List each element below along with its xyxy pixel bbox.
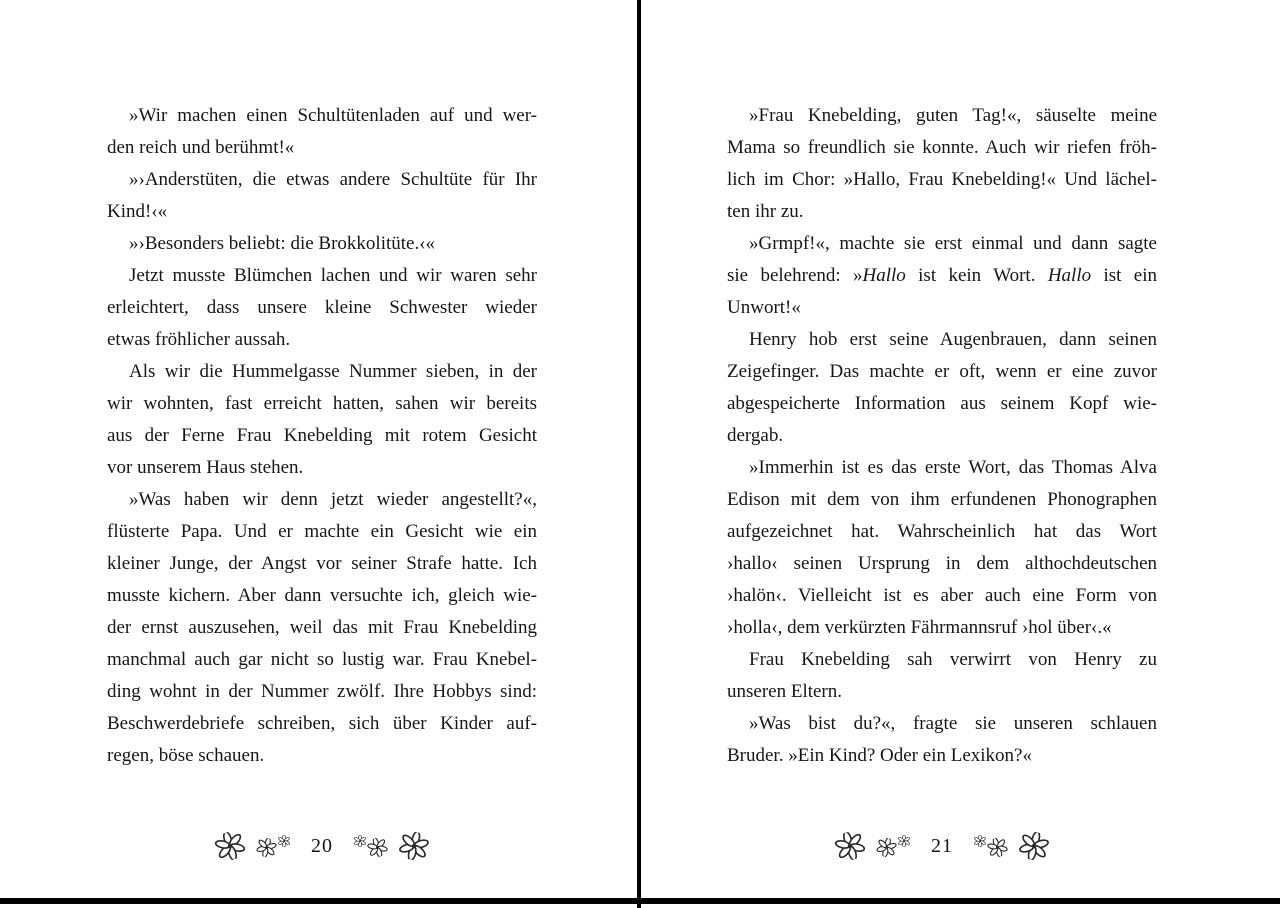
text-segment: flüsterte Papa. Und er machte ein Gesicht wie ein [107,521,537,542]
text-segment: »Was bist du?«, fragte sie unseren schlauen [749,713,1157,734]
text-line [727,612,1157,644]
text-line [107,516,537,548]
text-line [727,708,1157,740]
text-line [727,676,1157,708]
text-line [727,644,1157,676]
flower-ornament-icon [974,835,986,847]
text-segment: ›holla‹, dem verkürzten Fährmannsruf ›hol über‹.« [727,617,1112,638]
bottom-border-rule [0,898,1280,904]
text-line [107,452,537,484]
text-segment: den reich und berühmt!« [107,137,295,158]
text-segment: Als wir die Hummelgasse Nummer sieben, in der [129,361,537,382]
book-page-right [641,0,1280,908]
text-segment: ding wohnt in der Nummer zwölf. Ihre Hobbys sind: [107,681,537,702]
flower-ornament-icon [212,828,247,863]
page-footer [107,832,537,860]
text-line [107,580,537,612]
text-line [107,164,537,196]
flower-ornament-icon [354,835,366,847]
text-segment: vor unserem Haus stehen. [107,457,304,478]
text-segment: ›halön‹. Vielleicht ist es aber auch eine Form von [727,585,1157,606]
text-segment: Jetzt musste Blümchen lachen und wir waren sehr [129,265,537,286]
text-line [107,324,537,356]
text-segment: Mama so freundlich sie konnte. Auch wir riefen fröh- [727,137,1157,158]
text-segment: Hallo [862,265,906,286]
text-segment: Hallo [1047,265,1092,286]
text-line [107,740,537,772]
text-segment: »Was haben wir denn jetzt wieder angestellt?«, [129,489,537,510]
text-segment: wir wohnten, fast erreicht hatten, sahen wir bereits [107,393,537,414]
text-line [727,356,1157,388]
text-line [727,452,1157,484]
text-segment: ist kein Wort. [905,265,1048,286]
text-segment: unseren Eltern. [727,681,843,702]
text-line [107,356,537,388]
text-segment: »Immerhin ist es das erste Wort, das Thomas Alva [749,457,1157,478]
text-line [727,580,1157,612]
page-text [107,100,537,772]
flower-ornament-icon [1017,829,1051,863]
page-text [727,100,1157,772]
page-number: 21 [931,834,953,857]
page-footer [727,832,1157,860]
text-segment: »Wir machen einen Schultütenladen auf und wer- [129,105,537,126]
flower-ornament-group [974,835,1007,857]
text-line [107,708,537,740]
text-segment: Kind!‹« [107,201,168,222]
text-line [727,324,1157,356]
text-line [727,420,1157,452]
text-segment: Beschwerdebriefe schreiben, sich über Kinder auf- [107,713,537,734]
text-segment: Bruder. »Ein Kind? Oder ein Lexikon?« [727,745,1032,766]
text-segment: lich im Chor: »Hallo, Frau Knebelding!« Und lächel- [727,169,1157,190]
text-line [727,228,1157,260]
flower-ornament-icon [875,836,898,859]
text-segment: aus der Ferne Frau Knebelding mit rotem Gesicht [107,425,537,446]
text-segment: ›hallo‹ seinen Ursprung in dem althochdeutschen [727,553,1157,574]
text-segment: ten ihr zu. [727,201,804,222]
text-line [727,260,1157,292]
text-segment: »Grmpf!«, machte sie erst einmal und dann sagte [749,233,1157,254]
text-segment: »Frau Knebelding, guten Tag!«, säuselte meine [749,105,1157,126]
text-segment: Zeigefinger. Das machte er oft, wenn er eine zuvor [727,361,1157,382]
text-line [727,164,1157,196]
text-segment: regen, böse schauen. [107,745,265,766]
text-line [107,260,537,292]
text-line [107,196,537,228]
text-line [727,196,1157,228]
text-segment: ist ein [1091,265,1157,286]
text-segment: Unwort!« [727,297,801,318]
text-line [727,740,1157,772]
text-segment: sie belehrend: » [727,265,863,286]
text-segment: der ernst auszusehen, weil das mit Frau Knebelding [107,617,537,638]
text-line [107,292,537,324]
text-segment: dergab. [727,425,784,446]
text-segment: Edison mit dem von ihm erfundenen Phonographen [727,489,1157,510]
text-segment: Frau Knebelding sah verwirrt von Henry zu [749,649,1157,670]
text-line [107,548,537,580]
flower-ornament-icon [278,835,290,847]
text-line [107,228,537,260]
text-segment: etwas fröhlicher aussah. [107,329,291,350]
text-segment: musste kichern. Aber dann versuchte ich, gleich wie- [107,585,537,606]
flower-ornament-icon [986,836,1010,860]
text-line [727,100,1157,132]
flower-ornament-icon [898,835,910,847]
text-line [727,516,1157,548]
text-segment: manchmal auch gar nicht so lustig war. Frau Knebel- [107,649,537,670]
text-line [107,612,537,644]
text-segment: Henry hob erst seine Augenbrauen, dann seinen [749,329,1157,350]
page-number: 20 [311,834,333,857]
flower-ornament-group [354,835,387,857]
flower-ornament-icon [366,836,390,860]
text-segment: erleichtert, dass unsere kleine Schwester wieder [107,297,537,318]
text-line [107,484,537,516]
text-segment: »›Besonders beliebt: die Brokkolitüte.‹« [129,233,436,254]
text-line [107,420,537,452]
flower-ornament-icon [832,828,867,863]
text-line [107,100,537,132]
flower-ornament-group [877,835,910,857]
book-page-left [0,0,637,908]
text-segment: »›Anderstüten, die etwas andere Schultüte für Ihr [129,169,537,190]
text-segment: kleiner Junge, der Angst vor seiner Strafe hatte. Ich [107,553,537,574]
text-line [107,676,537,708]
flower-ornament-group [257,835,290,857]
text-line [727,484,1157,516]
text-line [727,292,1157,324]
flower-ornament-icon [397,829,431,863]
text-segment: abgespeicherte Information aus seinem Kopf wie- [727,393,1157,414]
text-line [727,548,1157,580]
text-line [107,388,537,420]
text-line [107,132,537,164]
text-line [727,132,1157,164]
flower-ornament-icon [255,836,278,859]
text-line [107,644,537,676]
text-segment: aufgezeichnet hat. Wahrscheinlich hat das Wort [727,521,1157,542]
text-line [727,388,1157,420]
